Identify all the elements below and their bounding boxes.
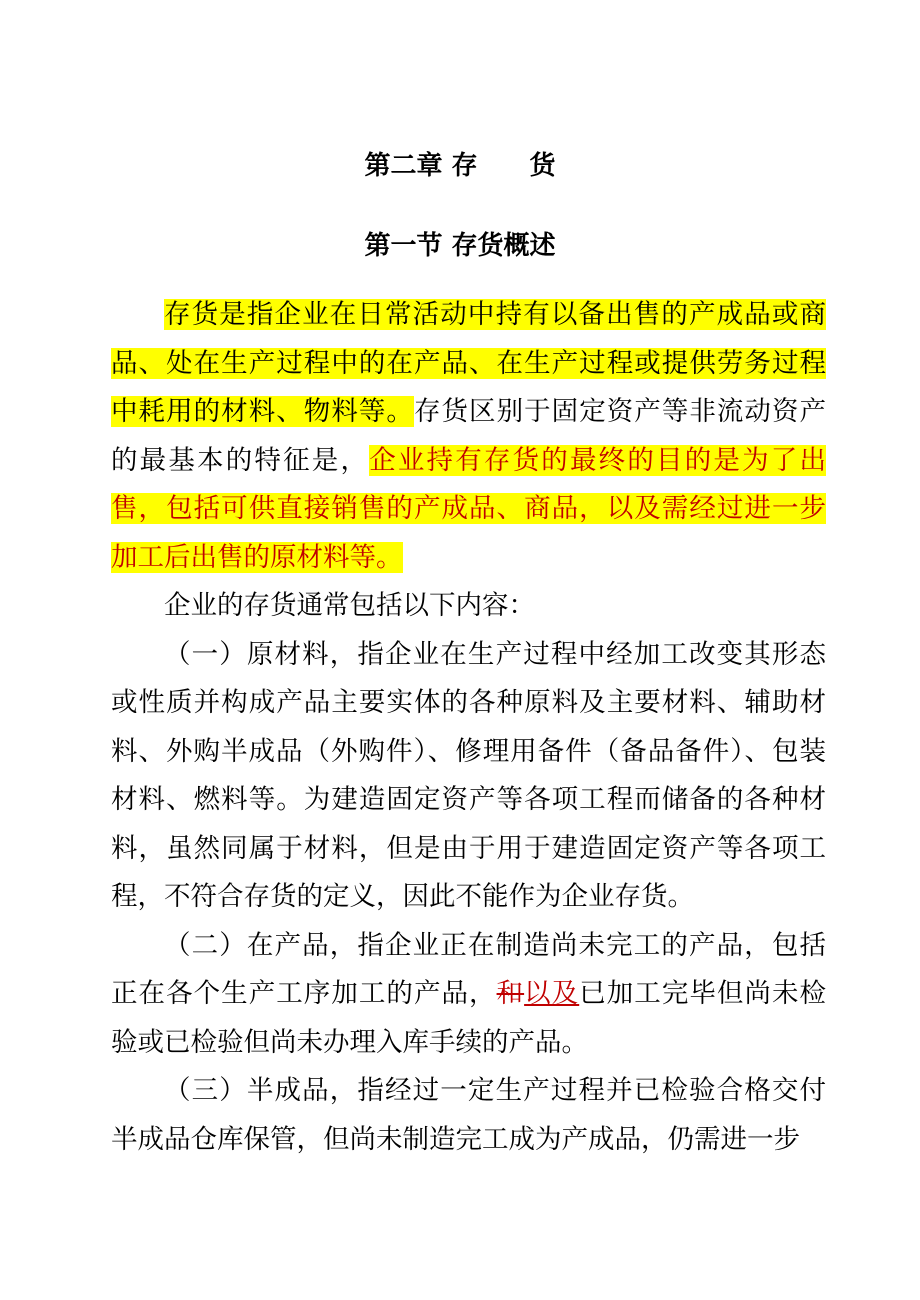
paragraph-definition (111, 291, 826, 582)
inserted-revision: 以及 (524, 978, 580, 1009)
chapter-title (0, 146, 920, 186)
paragraph-raw-materials: （一）原材料，指企业在生产过程中经加工改变其形态或性质并构成产品主要实体的各种原料及主要材料、辅助材料、外购半成品（外购件）、修理用备件（备品备件）、包装材料、燃料等。为建造固定资产等各项工程而储备的各种材料，虽然同属于材料，但是由于用于建造固定资产等各项工程，不符合存货的定义，因此不能作为企业存货。 (111, 638, 826, 912)
paragraph-work-in-progress (111, 922, 826, 1068)
wip-text-before: （二）在产品，指企业正在制造尚未完工的产品，包括正在各个生产工序加工的产品， (111, 929, 826, 1009)
chapter-title-part2: 货 (529, 151, 556, 181)
section-title: 第一节 存货概述 (364, 231, 556, 261)
highlighted-definition: 存货是指企业在日常活动中持有以备出售的产成品或商品、处在生产过程中的在产品、在生产过程或提供劳务过程中耗用的材料、物料等。 (111, 299, 826, 427)
highlighted-purpose: 企业持有存货的最终的目的是为了出售，包括可供直接销售的产成品、商品，以及需经过进一步加工后出售的原材料等。 (111, 444, 826, 573)
deleted-revision: 和 (496, 978, 525, 1009)
chapter-title-part1: 第二章 存 (364, 151, 478, 181)
paragraph-semi-finished: （三）半成品，指经过一定生产过程并已检验合格交付半成品仓库保管，但尚未制造完工成为产成品，仍需进一步 (111, 1075, 826, 1155)
document-body (111, 291, 826, 1164)
plain-text: 存货区别于固定资产等非流动资产的最基本的特征是， (111, 396, 827, 476)
wip-text-after: 已加工完毕但尚未检验或已检验但尚未办理入库手续的产品。 (111, 978, 827, 1058)
paragraph-contents-intro: 企业的存货通常包括以下内容： (164, 590, 535, 621)
